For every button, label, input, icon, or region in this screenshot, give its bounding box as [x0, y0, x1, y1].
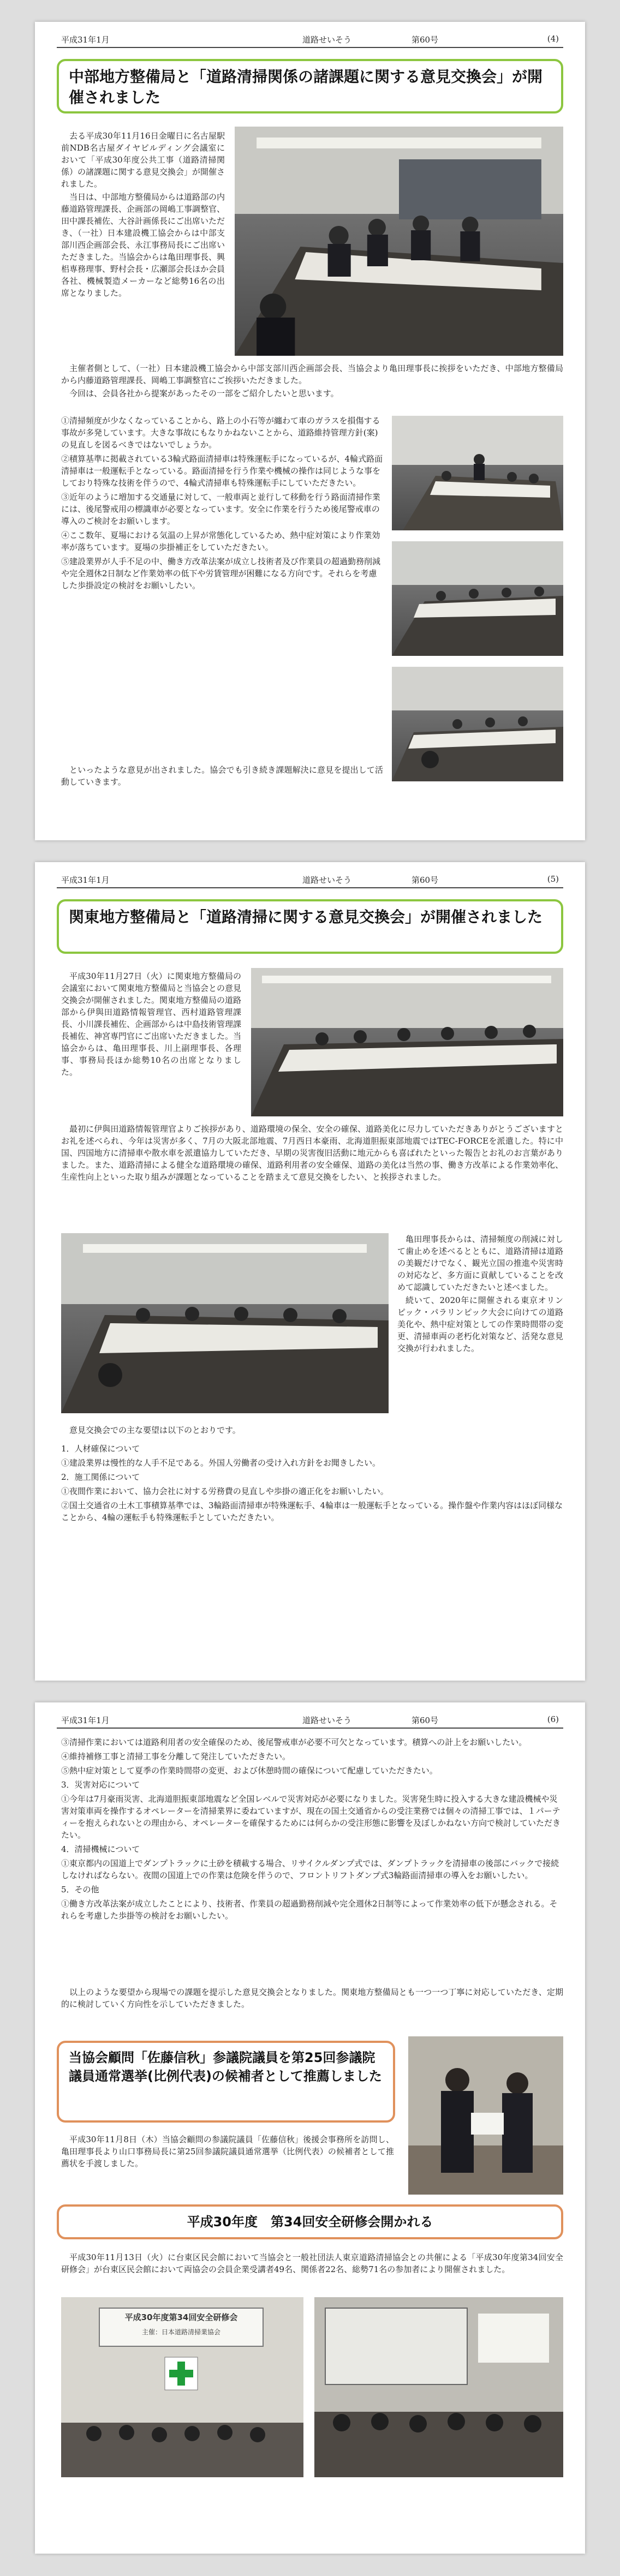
header-date: 平成31年1月 [61, 875, 110, 885]
request-list-continued [61, 1736, 563, 1924]
article-body-right [397, 1233, 563, 1355]
paragraph: 平成30年11月8日（木）当協会顧問の参議院議員「佐藤信秋」後援会事務所を訪問し、亀田理事長より山口事務局長に第25回参議院議員通常選挙（比例代表）の候補者として推薦状を手渡しました。 [61, 2135, 394, 2168]
header-page-number: (4) [547, 34, 559, 44]
article-closing [61, 764, 383, 789]
list-item: ①夜間作業において、協力会社に対する労務費の見直しや歩掛の適正化をお願いしたい。 [61, 1486, 389, 1496]
header-issue: 第60号 [412, 875, 439, 885]
paragraph: 亀田理事長からは、清掃頻度の削減に対して歯止めを述べるとともに、道路清掃は道路の美観だけでなく、観光立国の推進や災害時の対応など、多方面に貢献していることを改めて認識していただきたいと述べました。 [397, 1234, 563, 1292]
list-item: ①建設業界は慢性的な人手不足である。外国人労働者の受け入れ方針をお聞きしたい。 [61, 1458, 381, 1468]
header-title: 道路せいそう [302, 1716, 352, 1725]
header-page-number: (6) [547, 1714, 559, 1724]
list-item: ⑤建設業界が人手不足の中、働き方改革法案が成立し技術者及び作業員の超過勤務削減や完全週休2日制など作業効率の低下や労賃管理が困難になる方向です。それらを考慮した歩掛設定の検討をお願いしたい。 [61, 557, 381, 590]
paragraph: 最初に伊與田道路情報管理官よりご挨拶があり、道路環境の保全、安全の確保、道路美化に尽力していただきありがとうございますとお礼を述べられ、今年は災害が多く、7月の大阪北部地震、7月西日本豪雨、北海道胆振東部地震ではTEC-FORCEを派遣した。特に中国、四国地方に清掃車や散水車を派遣協力していただき、早期の災害復旧活動に地元からも喜ばれたといった報告とお礼のお言葉がありました。また、道路清掃による健全な道路環境の確保、道路利用者の安全確保、道路の美化は当然の事、働き方改革による作業効率化、生産性向上といった取り組みが課題となっていることを踏まえて意見交換をしたい、と挨拶されました。 [61, 1124, 563, 1182]
training-photo-2 [314, 2297, 563, 2477]
page-header [57, 1712, 563, 1729]
article-title [57, 59, 563, 113]
list-item: 3．災害対応について [61, 1780, 140, 1790]
list-item: ①働き方改革法案が成立したことにより、技術者、作業員の超過勤務削減や完全週休2日制等によって作業効率の低下が懸念される。それらを考慮した歩掛等の検討をお願いしたい。 [61, 1899, 558, 1921]
paragraph: 続いて、2020年に開催される東京オリンピック・パラリンピック大会に向けての道路美化や、熱中症対策としての作業時間帯の変更、清掃車両の老朽化対策など、活発な意見交換が行われました。 [397, 1295, 563, 1353]
meeting-photo-2 [392, 416, 563, 530]
header-title: 道路せいそう [302, 875, 352, 885]
paragraph: 意見交換会での主な要望は以下のとおりです。 [69, 1425, 241, 1435]
list-item: ③清掃作業においては道路利用者の安全確保のため、後尾警戒車が必要不可欠となっています。積算への計上をお願いしたい。 [61, 1737, 527, 1747]
meeting-photo-2 [61, 1233, 389, 1413]
list-item: ③近年のように増加する交通量に対して、一般車両と並行して移動を行う路面清掃作業には、後尾警戒用の標識車が必要となっています。安全に作業を行うため後尾警戒車の導入のご検討をお願いします。 [61, 492, 380, 526]
requests-closing [61, 1986, 563, 2011]
article-body-left [61, 130, 225, 300]
paragraph: 以上のような要望から現場での課題を提示した意見交換会となりました。関東地方整備局とも一つ一つ丁寧に対応していただき、定期的に検討していく方向性を示していただきました。 [61, 1987, 563, 2009]
list-item: 5．その他 [61, 1885, 99, 1894]
meeting-photo-4 [392, 667, 563, 781]
list-item: ①東京都内の国道上でダンプトラックに土砂を積載する場合、リサイクルダンプ式では、ダンプトラックを清掃車の後部にバックで接続しなければならない。夜間の国道上での作業は危険を伴うので、フロントリフトダンプ式3輪路面清掃車の導入をお願いしたい。 [61, 1858, 559, 1880]
article-body-full [61, 1123, 563, 1184]
page-header [57, 872, 563, 888]
list-item: ④ここ数年、夏場における気温の上昇が常態化しているため、熱中症対策により作業効率が落ちています。夏場の歩掛補正をしていただきたい。 [61, 530, 380, 552]
meeting-photo [251, 968, 563, 1116]
request-list [61, 1443, 563, 1526]
header-page-number: (5) [547, 874, 559, 884]
header-title: 道路せいそう [302, 35, 352, 45]
paragraph: 平成30年11月27日（火）に関東地方整備局の会議室において関東地方整備局と当協会との意見交換会が開催されました。関東地方整備局の道路部から伊與田道路情報管理官、西村道路管理課長、小川課長補佐、企画部からは中島技術管理課長補佐、神宮専門官にご出席いただきました。当協会からは、亀田理事長、川上副理事長、各理事、事務局長ほか総勢10名の出席となりました。 [61, 971, 242, 1077]
handover-photo [408, 2036, 563, 2195]
training-photo-1 [61, 2297, 303, 2477]
meeting-photo-3 [392, 541, 563, 656]
paragraph: 去る平成30年11月16日金曜日に名古屋駅前NDB名古屋ダイヤビルディング会議室において「平成30年度公共工事（道路清掃関係）の諸課題に関する意見交換会」が開催されました。 [61, 131, 225, 189]
article-title-text: 中部地方整備局と「道路清掃関係の諸課題に関する意見交換会」が開催されました [69, 68, 543, 106]
article-title [57, 899, 563, 954]
requests-label [61, 1424, 563, 1437]
list-item: 2．施工関係について [61, 1472, 140, 1482]
paragraph: 平成30年11月13日（火）に台東区民会館において当協会と一般社団法人東京道路清掃協会との共催による「平成30年度第34回安全研修会」が台東区民会館において両協会の会員企業受講者49名、関係者22名、総勢71名の参加者により開催されました。 [61, 2252, 563, 2274]
recommendation-title [57, 2041, 395, 2123]
list-item: ②国土交通省の土木工事積算基準では、3輪路面清掃車が特殊運転手、4輪車は一般運転手となっている。操作盤や作業内容はほぼ同様なことから、4輪の運転手も特殊運転手としていただきたい。 [61, 1501, 563, 1522]
header-date: 平成31年1月 [61, 1716, 110, 1725]
banner-line-2: 主催：日本道路清掃業協会 [141, 2328, 220, 2336]
article-body-full [61, 362, 563, 401]
header-issue: 第60号 [412, 1716, 439, 1725]
paragraph: 主催者側として、（一社）日本建設機工協会から中部支部川西企画部会長、当協会より亀田理事長に挨拶をいただき、中部地方整備局から内藤道路管理課長、岡嶋工事調整官にご挨拶いただきました。 [61, 363, 563, 385]
training-banner [105, 2311, 258, 2336]
training-title-text: 平成30年度 第34回安全研修会開かれる [187, 2214, 433, 2230]
recommendation-title-text: 当協会顧問「佐藤信秋」参議院議員を第25回参議院議員通常選挙(比例代表)の候補者として推薦しました [69, 2050, 382, 2084]
header-date: 平成31年1月 [61, 35, 110, 45]
header-issue: 第60号 [412, 35, 439, 45]
list-item: ①今年は7月豪雨災害、北海道胆振東部地震など全国レベルで災害対応が必要になりました。災害発生時に投入する大きな建設機械や災害対策車両を操作するオペレーターを清掃業界に委ねていますが、現在の国土交通省からの受注業務では個々の清掃工事では、１パーティーを抱えられないとの理由から、オペレーターを確保するためには何らかの受注形態に影響を及ぼしかねない方向で検討していただきたい。 [61, 1794, 561, 1840]
paragraph: 今回は、会員各社から提案があったその一部をご紹介したいと思います。 [69, 389, 339, 398]
banner-line-1: 平成30年度第34回安全研修会 [124, 2312, 238, 2322]
list-item: 1．人材確保について [61, 1444, 140, 1454]
recommendation-body [61, 2133, 394, 2171]
list-item: ②積算基準に掲載されている3輪式路面清掃車は特殊運転手になっているが、4輪式路面清掃車は一般運転手となっている。路面清掃を行う作業や機械の操作は同じような事をしており特殊な技術を伴うので、4輪式清掃車も特殊運転手にしていただきたい。 [61, 454, 383, 488]
paragraph: といったような意見が出されました。協会でも引き続き課題解決に意見を提出して活動していきます。 [61, 765, 383, 787]
list-item: ⑤熱中症対策として夏季の作業時間帯の変更、および休憩時間の確保について配慮していただきたい。 [61, 1766, 438, 1776]
page-5 [35, 862, 585, 1681]
meeting-photo [235, 127, 563, 356]
list-item: ④維持補修工事と清掃工事を分離して発注していただきたい。 [61, 1752, 291, 1761]
article-body-left [61, 970, 241, 1079]
list-item: ①清掃頻度が少なくなっていることから、路上の小石等が纏わて車のガラスを損傷する事故が多発しています。大きな事故にもなりかねないことから、道路維持管理方針(案)の見直しを図るべきではないでしょうか。 [61, 416, 380, 450]
page-header [57, 32, 563, 48]
page-6 [35, 1702, 585, 2554]
page-4 [35, 22, 585, 840]
list-item: 4．清掃機械について [61, 1844, 140, 1854]
training-title [57, 2204, 563, 2239]
opinion-list [61, 415, 383, 594]
paragraph: 当日は、中部地方整備局からは道路部の内藤道路管理課長、企画部の岡嶋工事調整官、田中課長補佐、大谷計画係長にご出席いただき、（一社）日本建設機工協会からは中部支部川西企画部会長、永江事務局長にご出席いただきました。当協会からは亀田理事長、興梠専務理事、野村会長・広瀬部会長ほか会員各社、機械製造メーカーなど総勢16名の出席となりました。 [61, 192, 225, 298]
training-body [61, 2251, 563, 2276]
article-title-text: 関東地方整備局と「道路清掃に関する意見交換会」が開催されました [69, 908, 543, 926]
